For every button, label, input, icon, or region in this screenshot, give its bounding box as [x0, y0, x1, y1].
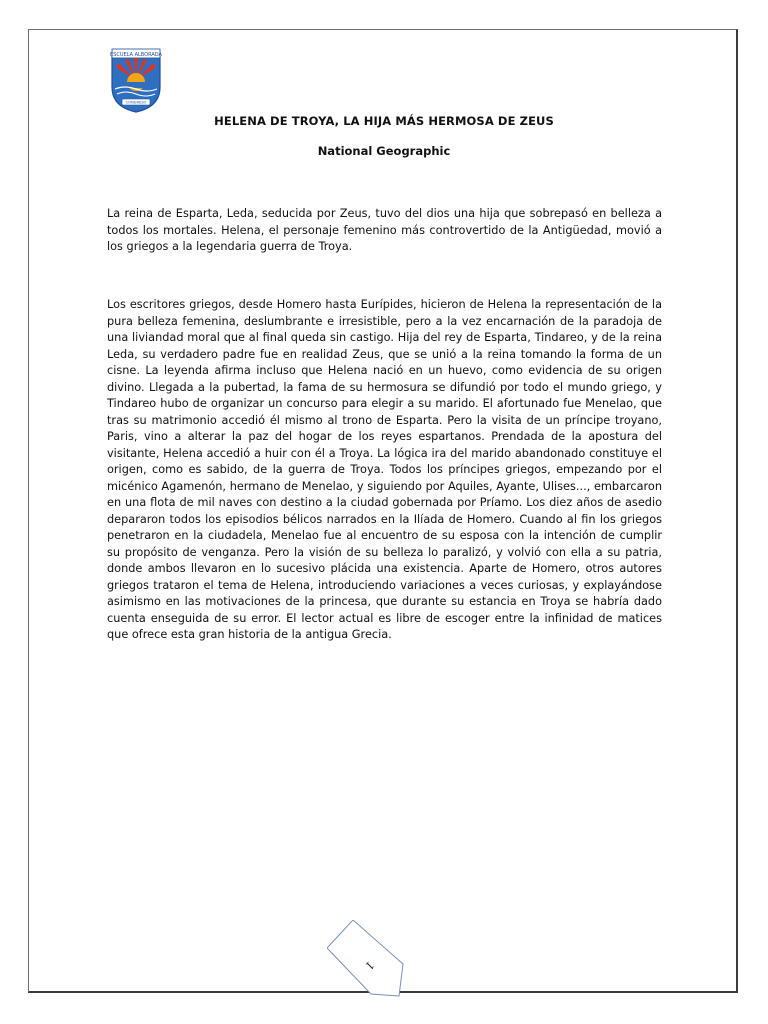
- school-crest-icon: [110, 47, 162, 113]
- paragraph-intro: La reina de Esparta, Leda, seducida por Zeus, tuvo del dios una hija que sobrepasó en belleza a todos los mortales. Helena, el personaje femenino más controvertido de la Antigüedad, movió a los griegos a la legendaria guerra de Troya.: [107, 207, 662, 253]
- page-number: 1: [362, 958, 377, 973]
- logo-banner-text: CONGRESO: [125, 100, 147, 105]
- document-title: HELENA DE TROYA, LA HIJA MÁS HERMOSA DE ZEUS: [214, 114, 554, 128]
- document-subtitle: National Geographic: [317, 144, 451, 158]
- paragraph-body: Los escritores griegos, desde Homero hasta Eurípides, hicieron de Helena la representación de la pura belleza femenina, deslumbrante e irresistible, pero a la vez encarnación de la paradoja de una liviandad moral que al final queda sin castigo. Hija del rey de Esparta, Tindareo, y de la reina Leda, su verdadero padre fue en realidad Zeus, que se unió a la reina tomando la forma de un cisne. La leyenda afirma incluso que Helena nació en un huevo, como evidencia de su origen divino. Llegada a la pubertad, la fama de su hermosura se difundió por todo el mundo griego, y Tindareo hubo de organizar un concurso para elegir a su marido. El afortunado fue Menelao, que tras su matrimonio accedió él mismo al trono de Esparta. Pero la visita de un príncipe troyano, Paris, vino a alterar la paz del hogar de los reyes espartanos. Prendada de la apostura del visitante, Helena accedió a huir con él a Troya. La lógica ira del marido abandonado constituye el origen, como es sabido, de la guerra de Troya. Todos los príncipes griegos, empezando por el micénico Agamenón, hermano de Menelao, y siguiendo por Aquiles, Ayante, Ulises..., embarcaron en una flota de mil naves con destino a la ciudad gobernada por Príamo. Los diez años de asedio depararon todos los episodios bélicos narrados en la Ilíada de Homero. Cuando al fin los griegos penetraron en la ciudadela, Menelao fue al encuentro de su esposa con la intención de cumplir su propósito de venganza. Pero la visión de su belleza lo paralizó, y volvió con ella a su patria, donde ambos llevaron en lo sucesivo plácida una existencia. Aparte de Homero, otros autores griegos trataron el tema de Helena, introduciendo variaciones a veces curiosas, y explayándose asimismo en las motivaciones de la princesa, que durante su estancia en Troya se habría dado cuenta enseguida de su error. El lector actual es libre de escoger entre la infinidad de matices que ofrece esta gran historia de la antigua Grecia.: [107, 298, 662, 641]
- document-page: [28, 29, 738, 993]
- logo-label: ESCUELA ALBORADA: [110, 52, 162, 58]
